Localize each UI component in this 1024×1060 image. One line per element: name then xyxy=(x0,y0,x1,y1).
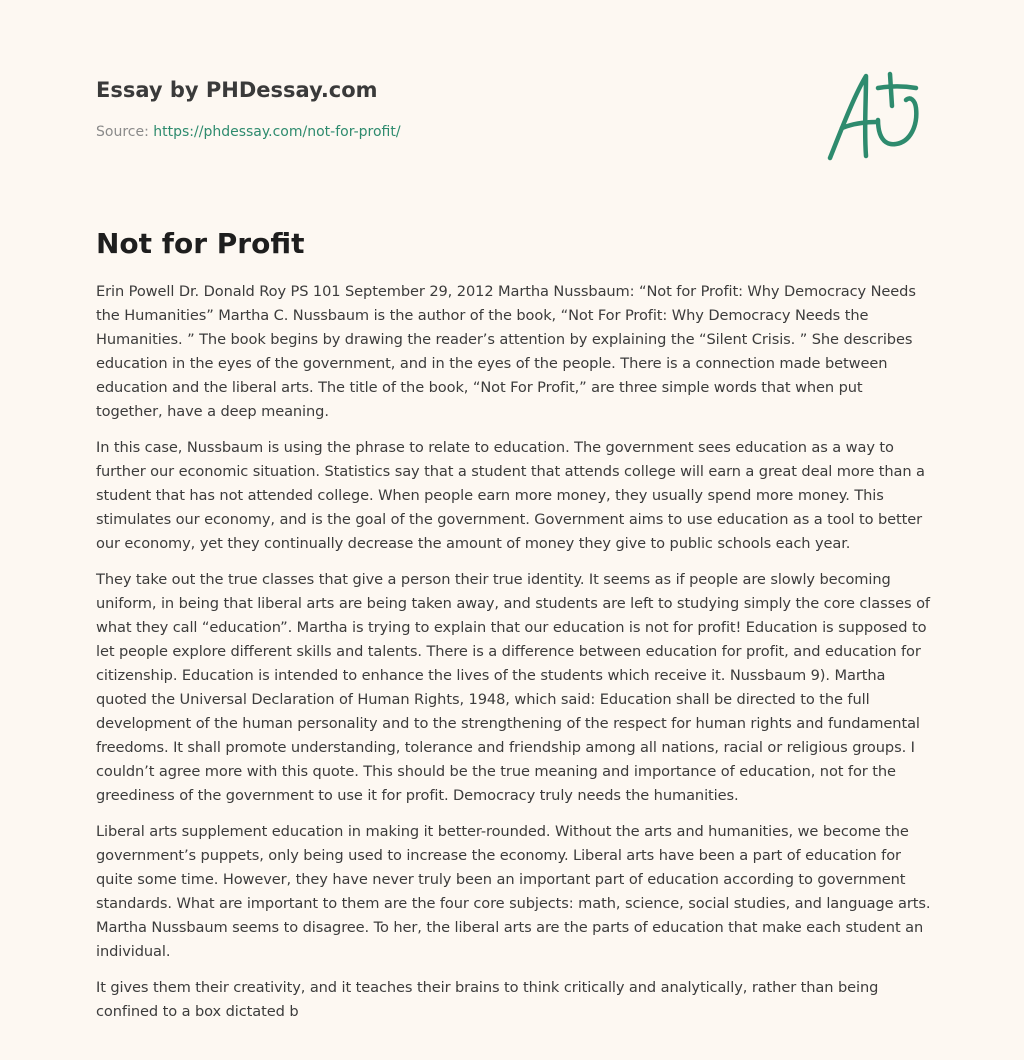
article-paragraph: In this case, Nussbaum is using the phrase to relate to education. The government sees education as a way to further our economic situation. Statistics say that a student that attends college will earn a great deal more than a student that has not attended college. When people earn more money, they usually spend more money. This stimulates our economy, and is the goal of the government. Government aims to use education as a tool to better our economy, yet they continually decrease the amount of money they give to public schools each year. xyxy=(96,439,925,552)
source-link[interactable]: https://phdessay.com/not-for-profit/ xyxy=(153,124,401,140)
article-paragraph: It gives them their creativity, and it teaches their brains to think critically and analytically, rather than being confined to a box dictated b xyxy=(96,979,879,1020)
site-title: Essay by PHDessay.com xyxy=(96,78,378,102)
article-paragraph: Liberal arts supplement education in making it better-rounded. Without the arts and humanities, we become the government’s puppets, only being used to increase the economy. Liberal arts have been a part of education for quite some time. However, they have never truly been an important part of education according to government standards. What are important to them are the four core subjects: math, science, social studies, and language arts. Martha Nussbaum seems to disagree. To her, the liberal arts are the parts of education that make each student an individual. xyxy=(96,823,931,960)
source-line xyxy=(96,122,796,142)
site-header xyxy=(96,76,796,142)
article xyxy=(96,226,931,1036)
source-label: Source: xyxy=(96,124,149,140)
article-title: Not for Profit xyxy=(96,227,305,260)
article-paragraph: Erin Powell Dr. Donald Roy PS 101 September 29, 2012 Martha Nussbaum: “Not for Profit: Why Democracy Needs the Humanities” Martha C. Nussbaum is the author of the book, “Not For Profit: Why Democracy Needs the Humanities. ” The book begins by drawing the reader’s attention by explaining the “Silent Crisis. ” She describes education in the eyes of the government, and in the eyes of the people. There is a connection made between education and the liberal arts. The title of the book, “Not For Profit,” are three simple words that when put together, have a deep meaning. xyxy=(96,283,916,420)
article-paragraph: They take out the true classes that give a person their true identity. It seems as if people are slowly becoming uniform, in being that liberal arts are being taken away, and students are left to studying simply the core classes of what they call “education”. Martha is trying to explain that our education is not for profit! Education is supposed to let people explore different skills and talents. There is a difference between education for profit, and education for citizenship. Education is intended to enhance the lives of the students which receive it. Nussbaum 9). Martha quoted the Universal Declaration of Human Rights, 1948, which said: Education shall be directed to the full development of the human personality and to the strengthening of the respect for human rights and fundamental freedoms. It shall promote understanding, tolerance and friendship among all nations, racial or religious groups. I couldn’t agree more with this quote. This should be the true meaning and importance of education, not for the greediness of the government to use it for profit. Democracy truly needs the humanities. xyxy=(96,571,930,804)
a-plus-logo-icon xyxy=(820,66,930,166)
